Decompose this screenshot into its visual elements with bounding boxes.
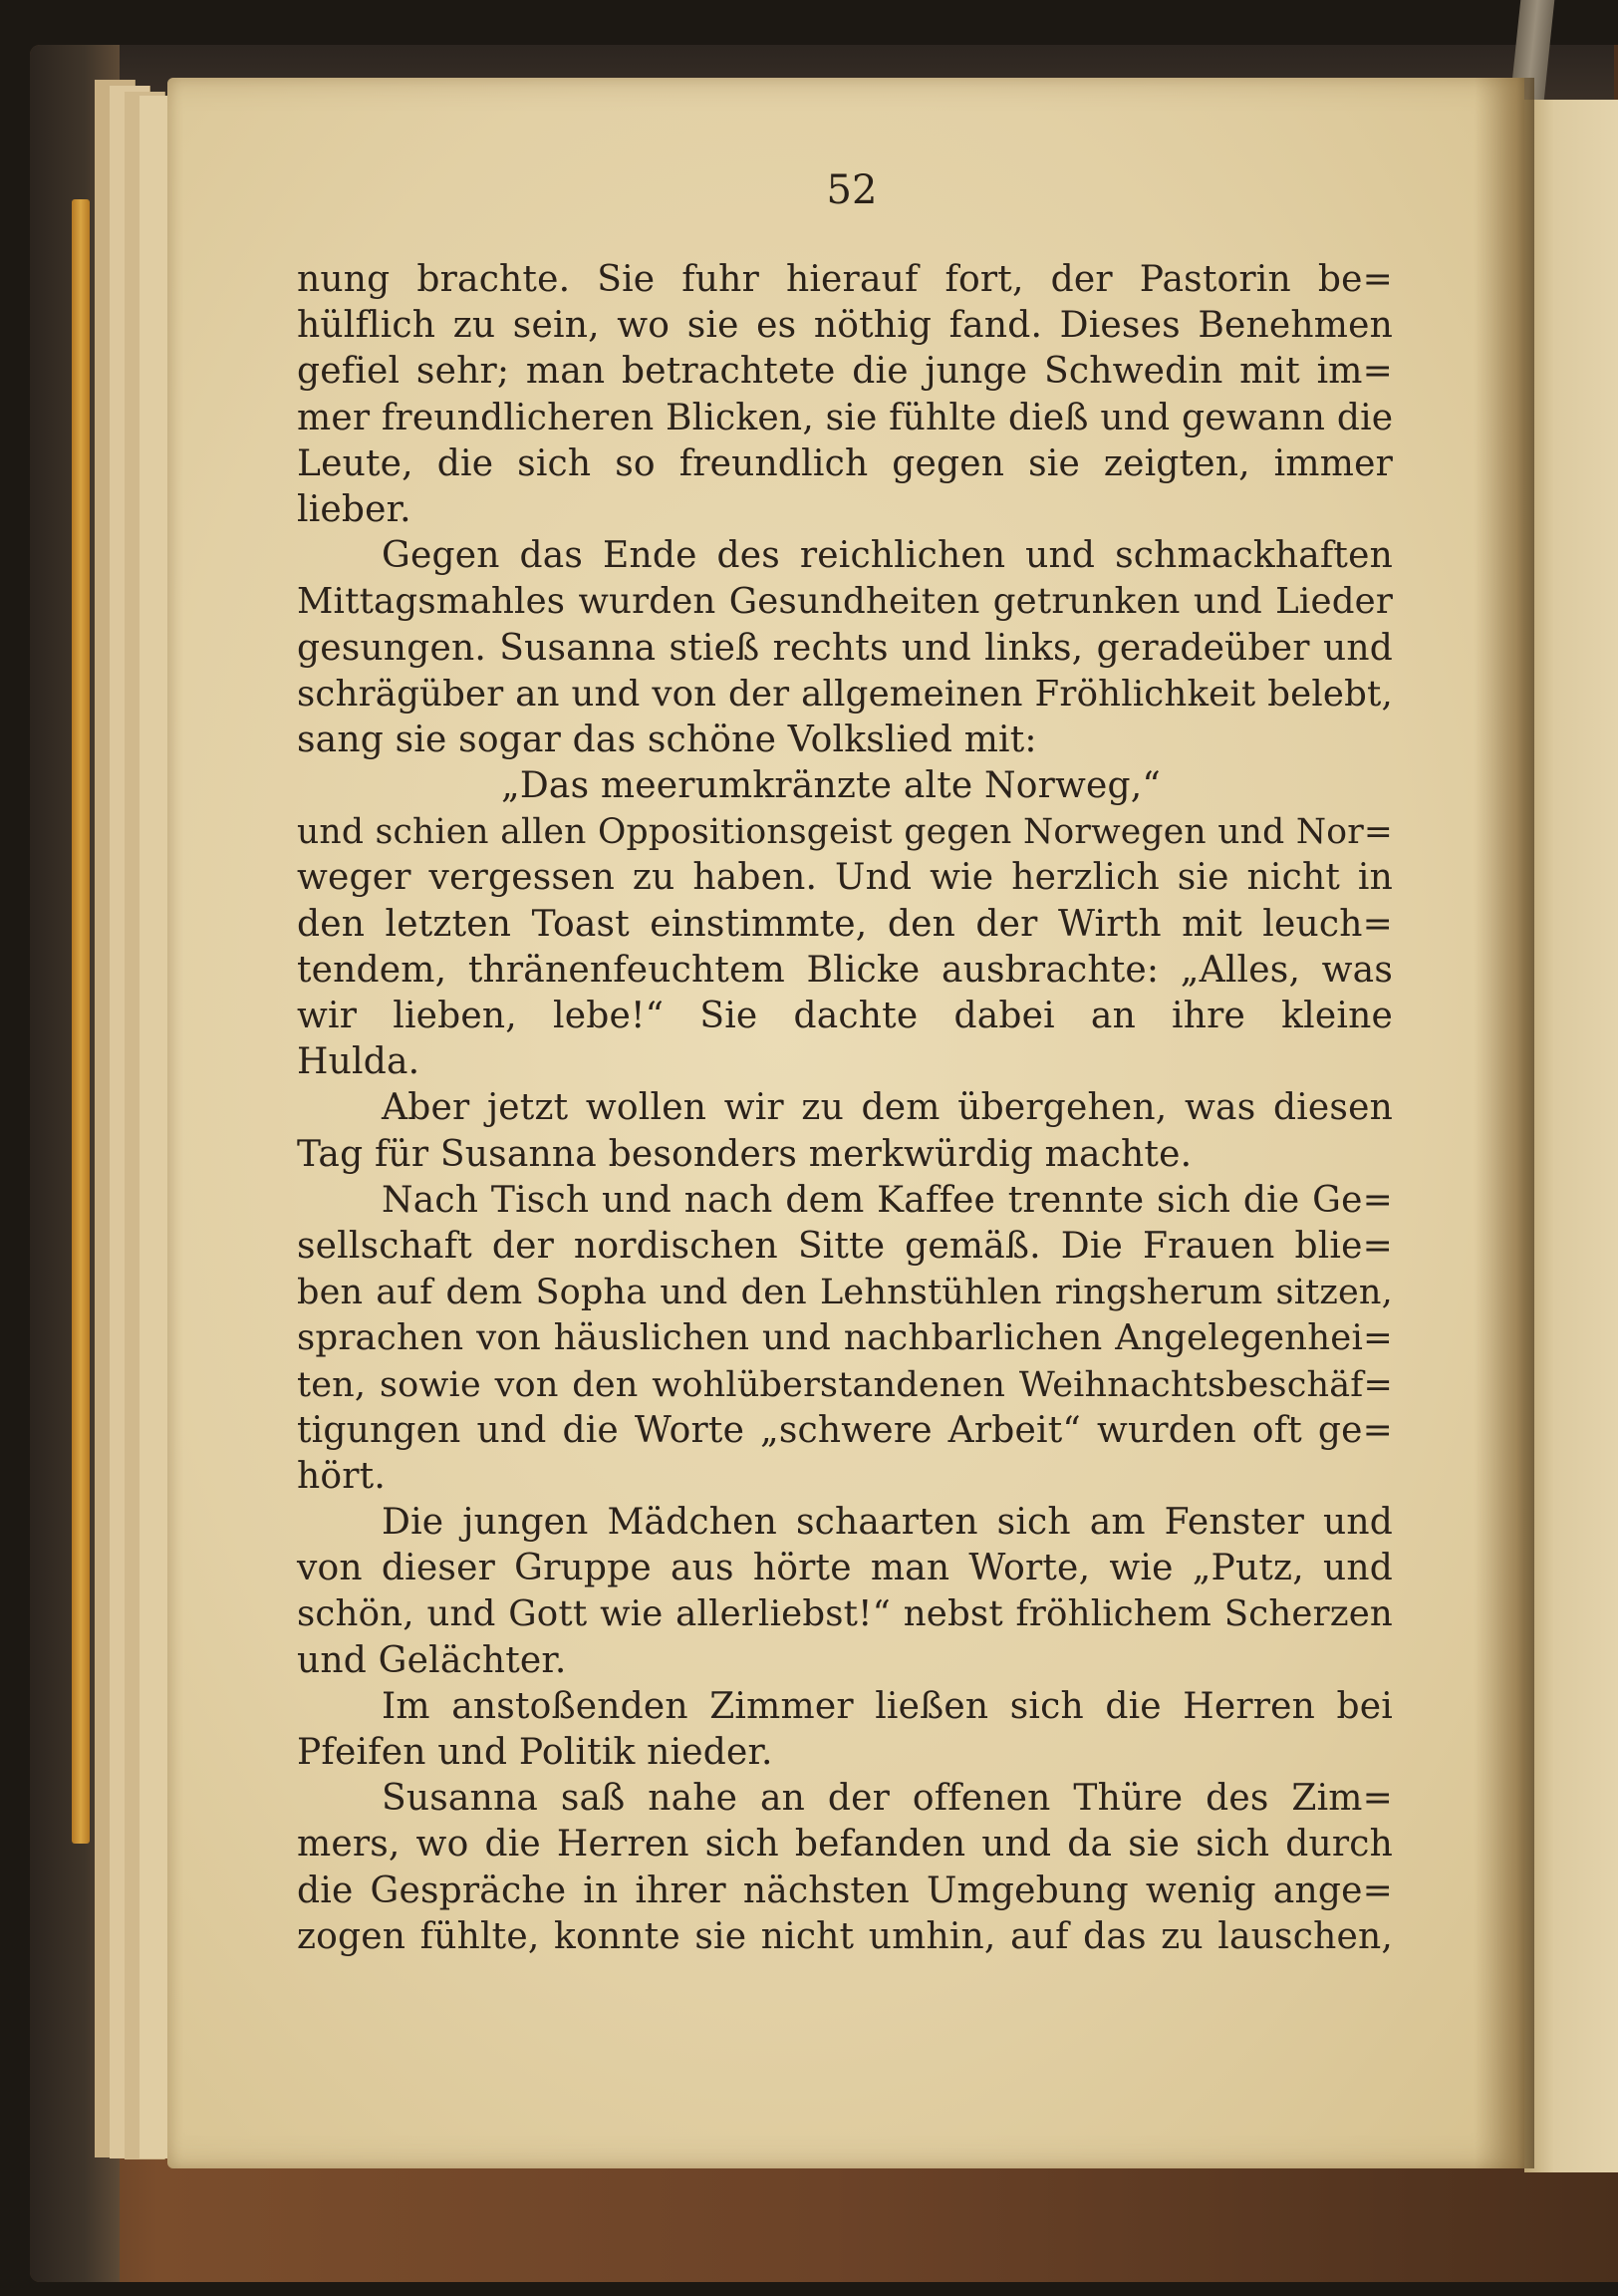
text-line: und Gelächter. [297, 1639, 567, 1681]
text-line: sang sie sogar das schöne Volkslied mit: [297, 718, 1037, 760]
text-line: gefiel sehr; man betrachtete die junge Schwedin mit im= [297, 351, 1393, 393]
text-line: Die jungen Mädchen schaarten sich am Fenster und [382, 1502, 1393, 1544]
text-line: wir lieben, lebe!“ Sie dachte dabei an ihre kleine [297, 996, 1393, 1036]
text-line: tigungen und die Worte „schwere Arbeit“ wurden oft ge= [297, 1409, 1393, 1451]
text-line: mers, wo die Herren sich befanden und da sie sich durch [297, 1824, 1393, 1866]
text-line: Gegen das Ende des reichlichen und schmackhaften [382, 535, 1393, 577]
gutter-shadow [1475, 78, 1534, 2168]
text-line: ten, sowie von den wohlüberstandenen Weihnachtsbeschäf= [297, 1364, 1393, 1405]
text-line: nung brachte. Sie fuhr hierauf fort, der Pastorin be= [297, 259, 1393, 300]
text-line: Im anstoßenden Zimmer ließen sich die Herren bei [382, 1685, 1393, 1727]
text-line: mer freundlicheren Blicken, sie fühlte dieß und gewann die [297, 397, 1394, 438]
text-line: von dieser Gruppe aus hörte man Worte, wie „Putz, und [297, 1548, 1393, 1589]
page-number: 52 [826, 167, 878, 213]
text-line: die Gespräche in ihrer nächsten Umgebung wenig ange= [297, 1869, 1393, 1911]
text-line: sprachen von häuslichen und nachbarlichen Angelegenhei= [297, 1317, 1393, 1359]
text-line: „Das meerumkränzte alte Norweg,“ [501, 765, 1162, 807]
text-line: schön, und Gott wie allerliebst!“ nebst fröhlichem Scherzen [297, 1593, 1393, 1635]
page-text [297, 257, 1393, 1960]
text-line: lieber. [297, 488, 411, 530]
text-line: Nach Tisch und nach dem Kaffee trennte sich die Ge= [382, 1179, 1393, 1221]
text-line: Pfeifen und Politik nieder. [297, 1732, 773, 1773]
text-line: tendem, thränenfeuchtem Blicke ausbrachte: „Alles, was [297, 949, 1393, 991]
text-line: und schien allen Oppositionsgeist gegen Norwegen und Nor= [297, 812, 1393, 853]
text-line: Mittagsmahles wurden Gesundheiten getrunken und Lieder [297, 581, 1393, 623]
text-line: gesungen. Susanna stieß rechts und links, geradeüber und [297, 627, 1393, 669]
text-line: Susanna saß nahe an der offenen Thüre des Zim= [382, 1778, 1393, 1820]
text-line: Tag für Susanna besonders merkwürdig machte. [297, 1133, 1193, 1175]
text-line: hülflich zu sein, wo sie es nöthig fand. Dieses Benehmen [297, 305, 1393, 347]
text-line: ben auf dem Sopha und den Lehnstühlen ringsherum sitzen, [297, 1273, 1393, 1313]
text-line: Leute, die sich so freundlich gegen sie zeigten, immer [297, 442, 1393, 484]
text-line: sellschaft der nordischen Sitte gemäß. Die Frauen blie= [297, 1225, 1393, 1267]
page-edge-gilt [72, 199, 90, 1844]
text-line: Hulda. [297, 1041, 420, 1083]
text-line: den letzten Toast einstimmte, den der Wirth mit leuch= [297, 903, 1393, 945]
text-line: schrägüber an und von der allgemeinen Fröhlichkeit belebt, [297, 673, 1393, 715]
facing-page [1524, 100, 1618, 2172]
text-line: weger vergessen zu haben. Und wie herzlich sie nicht in [297, 857, 1393, 899]
text-line: zogen fühlte, konnte sie nicht umhin, auf das zu lauschen, [297, 1915, 1393, 1957]
text-line: Aber jetzt wollen wir zu dem übergehen, was diesen [382, 1087, 1393, 1129]
text-line: hört. [297, 1455, 386, 1497]
